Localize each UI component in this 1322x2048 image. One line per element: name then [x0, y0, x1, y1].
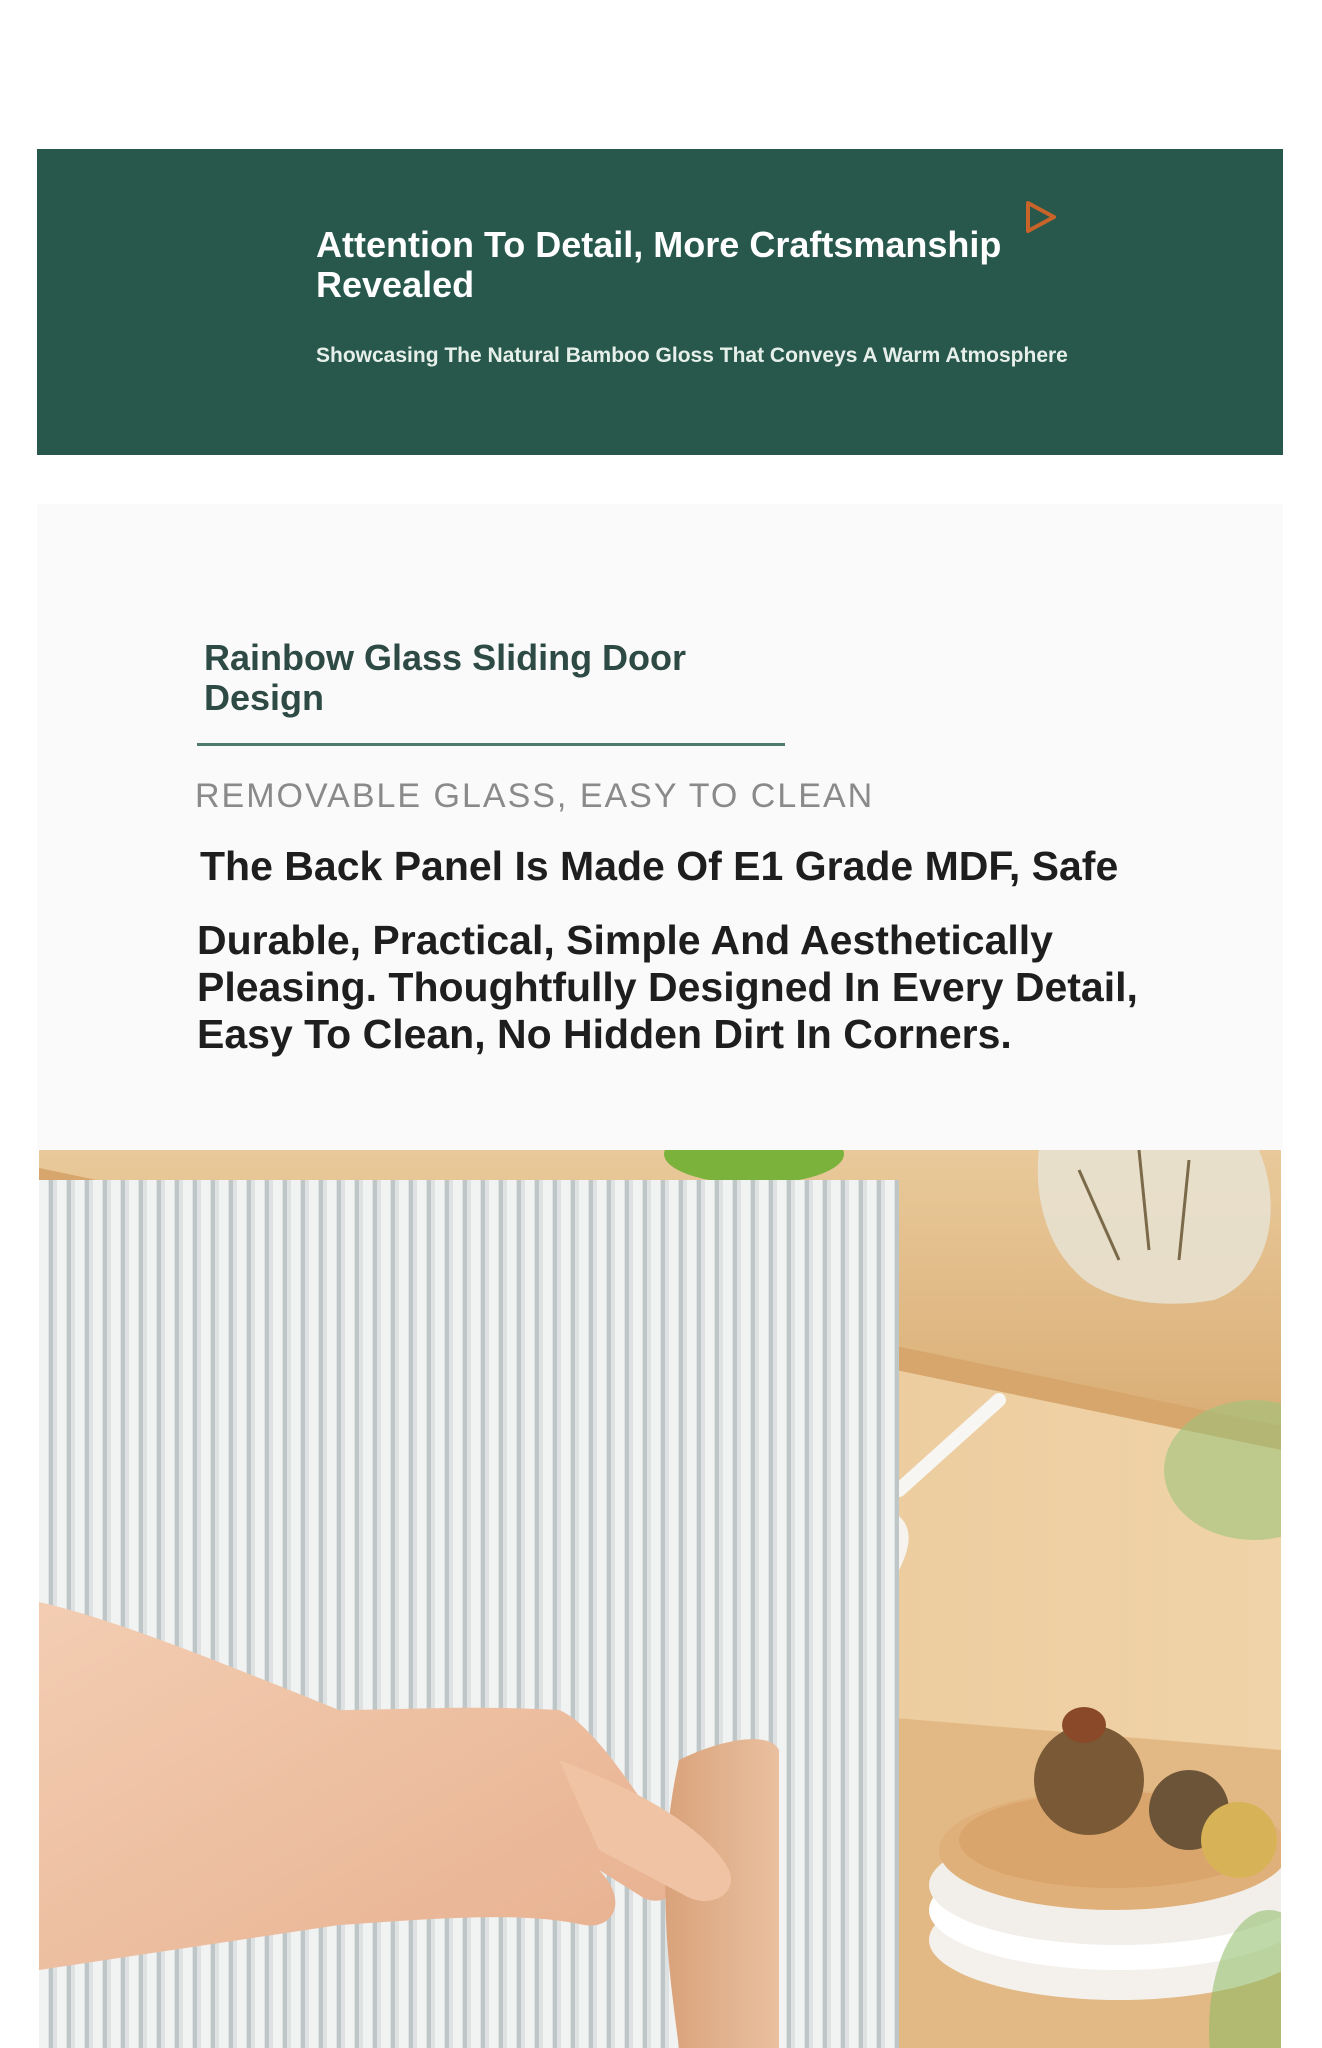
header-banner: [37, 149, 1283, 455]
feature-title: Rainbow Glass Sliding Door Design: [204, 637, 687, 718]
feature-body: Durable, Practical, Simple And Aesthetically Pleasing. Thoughtfully Designed In Every Detail, Easy To Clean, No Hidden Dirt In Corners.: [197, 917, 1138, 1057]
product-photo: [39, 1150, 1281, 2048]
product-photo-illustration: [39, 1150, 1281, 2048]
banner-title: Attention To Detail, More Craftsmanship Revealed: [316, 224, 1002, 305]
feature-headline: The Back Panel Is Made Of E1 Grade MDF, Safe: [200, 843, 1119, 889]
banner-subtitle: Showcasing The Natural Bamboo Gloss That Conveys A Warm Atmosphere: [316, 344, 1068, 367]
feature-caption: REMOVABLE GLASS, EASY TO CLEAN: [195, 777, 875, 815]
feature-card: [37, 504, 1283, 1150]
title-underline: [197, 743, 785, 746]
play-triangle-icon: [1020, 197, 1060, 237]
